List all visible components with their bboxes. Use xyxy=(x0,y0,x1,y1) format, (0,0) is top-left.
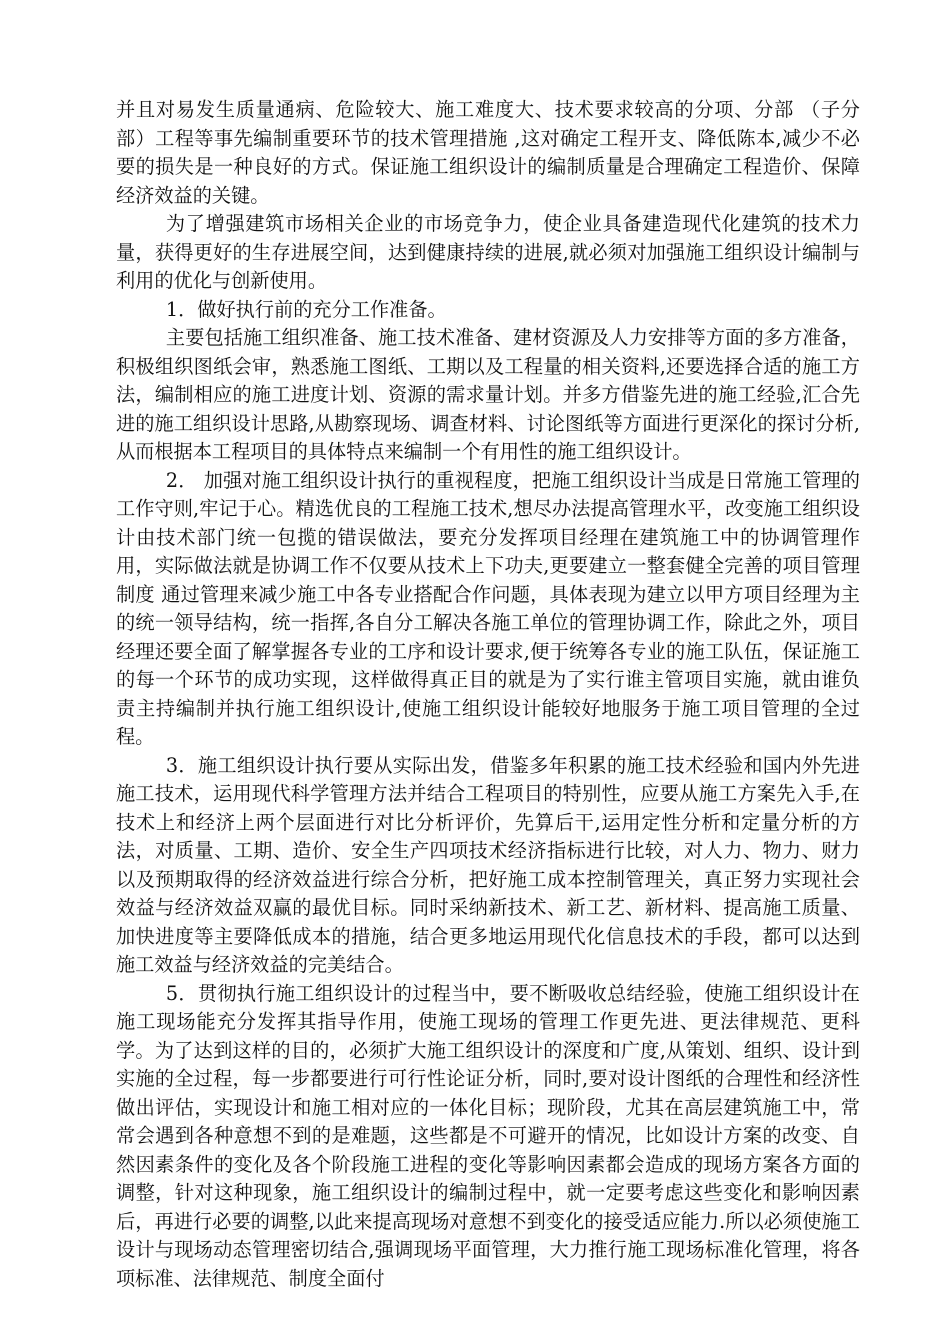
paragraph-item-2: 2． 加强对施工组织设计执行的重视程度，把施工组织设计当成是日常施工管理的工作守则,牢记于心。精选优良的工程施工技术,想尽办法提高管理水平，改变施工组织设计由技术部门统一包揽的错误做法，要充分发挥项目经理在建筑施工中的协调管理作用，实际做法就是协调工作不仅要从技术上下功夫,更要建立一整套健全完善的项目管理制度 通过管理来减少施工中各专业搭配合作问题，具体表现为建立以甲方项目经理为主的统一领导结构，统一指挥,各自分工解决各施工单位的管理协调工作，除此之外，项目经理还要全面了解掌握各专业的工序和设计要求,便于统筹各专业的施工队伍，保证施工的每一个环节的成功实现，这样做得真正目的就是为了实行谁主管项目实施，就由谁负责主持编制并执行施工组织设计,使施工组织设计能较好地服务于施工项目管理的全过程。 xyxy=(116,468,860,748)
paragraph-competitiveness: 为了增强建筑市场相关企业的市场竞争力，使企业具备建造现代化建筑的技术力量，获得更好的生存进展空间，达到健康持续的进展,就必须对加强施工组织设计编制与利用的优化与创新使用。 xyxy=(116,212,860,292)
paragraph-item-3: 3．施工组织设计执行要从实际出发，借鉴多年积累的施工技术经验和国内外先进施工技术，运用现代科学管理方法并结合工程项目的特别性，应要从施工方案先入手,在技术上和经济上两个层面进行对比分析评价，先算后干,运用定性分析和定量分析的方法，对质量、工期、造价、安全生产四项技术经济指标进行比较，对人力、物力、财力以及预期取得的经济效益进行综合分析，把好施工成本控制管理关，真正努力实现社会效益与经济效益双赢的最优目标。同时采纳新技术、新工艺、新材料、提高施工质量、加快进度等主要降低成本的措施，结合更多地运用现代化信息技术的手段，都可以达到施工效益与经济效益的完美结合。 xyxy=(116,753,860,976)
document-page xyxy=(116,96,860,1293)
paragraph-intro-continued: 并且对易发生质量通病、危险较大、施工难度大、技术要求较高的分项、分部 （子分部）工程等事先编制重要环节的技术管理措施 ,这对确定工程开支、降低陈本,减少不必要的损失是一种良好的方式。保证施工组织设计的编制质量是合理确定工程造价、保障经济效益的关键。 xyxy=(116,98,860,207)
section-heading-1: 1．做好执行前的充分工作准备。 xyxy=(165,297,447,321)
paragraph-item-5: 5．贯彻执行施工组织设计的过程当中，要不断吸收总结经验，使施工组织设计在施工现场能充分发挥其指导作用，使施工现场的管理工作更先进、更法律规范、更科学。为了达到这样的目的，必须扩大施工组织设计的深度和广度,从策划、组织、设计到实施的全过程，每一步都要进行可行性论证分析，同时,要对设计图纸的合理性和经济性做出评估，实现设计和施工相对应的一体化目标；现阶段，尤其在高层建筑施工中，常常会遇到各种意想不到的是难题，这些都是不可避开的情况，比如设计方案的改变、自然因素条件的变化及各个阶段施工进程的变化等影响因素都会造成的现场方案各方面的调整，针对这种现象，施工组织设计的编制过程中，就一定要考虑这些变化和影响因素后，再进行必要的调整,以此来提高现场对意想不到变化的接受适应能力.所以必须使施工设计与现场动态管理密切结合,强调现场平面管理，大力推行施工现场标准化管理，将各项标准、法律规范、制度全面付 xyxy=(116,981,860,1290)
paragraph-preparation: 主要包括施工组织准备、施工技术准备、建材资源及人力安排等方面的多方准备，积极组织图纸会审，熟悉施工图纸、工期以及工程量的相关资料,还要选择合适的施工方法，编制相应的施工进度计划、资源的需求量计划。并多方借鉴先进的施工经验,汇合先进的施工组织设计思路,从勘察现场、调查材料、讨论图纸等方面进行更深化的探讨分析,从而根据本工程项目的具体特点来编制一个有用性的施工组织设计。 xyxy=(116,326,860,463)
